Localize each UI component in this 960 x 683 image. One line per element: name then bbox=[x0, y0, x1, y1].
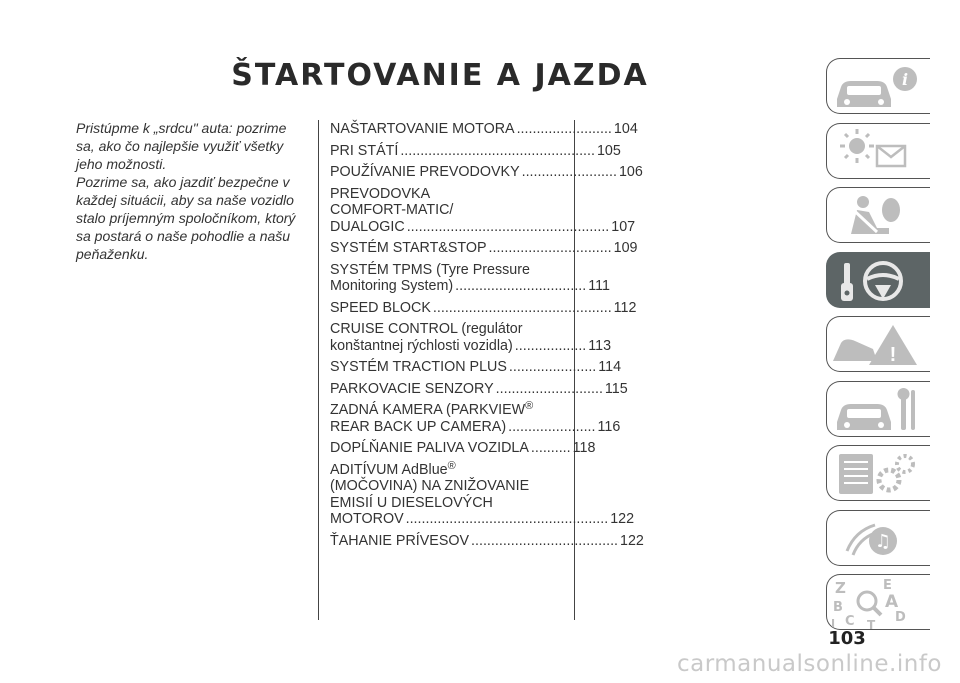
toc-entry-line: CRUISE CONTROL (regulátor bbox=[330, 321, 523, 337]
tab-starting-and-driving[interactable] bbox=[826, 252, 930, 308]
toc-page-number: 107 bbox=[611, 218, 636, 235]
specs-gears-icon bbox=[827, 446, 931, 502]
page-number: 103 bbox=[828, 628, 866, 649]
car-service-tools-icon bbox=[827, 382, 931, 438]
index-letters-icon bbox=[827, 575, 931, 631]
toc-leader-dots: ........................... bbox=[495, 380, 603, 397]
toc-entry-line: (MOČOVINA) NA ZNIŽOVANIE bbox=[330, 478, 530, 494]
toc-entry[interactable] bbox=[330, 380, 628, 398]
toc-leader-dots: ........................ bbox=[521, 164, 617, 180]
toc-entry[interactable] bbox=[330, 164, 643, 181]
index-letter: Z bbox=[835, 579, 846, 597]
toc-leader-dots: ................................................... bbox=[405, 511, 609, 527]
toc-entry-title: REAR BACK UP CAMERA) bbox=[330, 418, 507, 435]
toc-entry[interactable] bbox=[330, 359, 622, 376]
watermark: carmanualsonline.info bbox=[676, 651, 942, 677]
intro-text bbox=[76, 119, 296, 263]
toc-entry-last-line bbox=[330, 164, 643, 181]
toc-entry[interactable] bbox=[330, 299, 637, 317]
toc-leader-dots: ............................... bbox=[488, 240, 612, 256]
toc-page-number: 122 bbox=[620, 532, 644, 549]
toc-entry-title: konštantnej rýchlosti vozidla) bbox=[330, 337, 513, 354]
index-letter: I bbox=[831, 617, 836, 630]
car-info-icon bbox=[827, 59, 931, 115]
toc-leader-dots: ..................................... bbox=[471, 532, 619, 549]
index-letter: A bbox=[885, 592, 899, 612]
toc-entry-title: MOTOROV bbox=[330, 511, 404, 527]
toc-entry-line: ZADNÁ KAMERA (PARKVIEW® bbox=[330, 400, 534, 418]
toc-page-number: 113 bbox=[588, 337, 612, 354]
tab-maintenance[interactable] bbox=[826, 381, 930, 437]
toc-entry-last-line bbox=[330, 240, 638, 257]
index-letter: T bbox=[867, 618, 876, 632]
toc-entry-last-line bbox=[330, 218, 636, 236]
toc-page-number: 104 bbox=[613, 121, 638, 137]
toc-entry-title: Monitoring System) bbox=[330, 278, 454, 294]
toc-entry-last-line bbox=[330, 418, 621, 436]
index-letter: D bbox=[895, 610, 906, 625]
column-divider-left bbox=[318, 120, 319, 620]
multimedia-note-icon bbox=[827, 511, 931, 567]
toc-entry[interactable] bbox=[330, 440, 596, 457]
toc-entry[interactable] bbox=[330, 121, 638, 138]
intro-paragraph: Pozrime sa, ako jazdiť bezpečne v každej situácii, aby sa naše vozidlo stalo príjemným spoločníkom, ktorý sa postará o naše pohodlie a našu peňaženku. bbox=[76, 174, 296, 262]
toc-entry-title: SYSTÉM TRACTION PLUS bbox=[330, 359, 507, 375]
toc-entry-title: ŤAHANIE PRÍVESOV bbox=[330, 532, 470, 549]
toc-page-number: 105 bbox=[596, 142, 621, 159]
toc-entry-title: NAŠTARTOVANIE MOTORA bbox=[330, 121, 515, 137]
toc-entry[interactable] bbox=[330, 459, 635, 528]
toc-leader-dots: ...................... bbox=[508, 418, 596, 435]
svg-text:i: i bbox=[901, 70, 909, 89]
tab-multimedia[interactable] bbox=[826, 510, 930, 566]
toc-entry[interactable] bbox=[330, 321, 612, 354]
toc-leader-dots: ...................... bbox=[508, 359, 597, 375]
toc-entry-title: DOPĹŇANIE PALIVA VOZIDLA bbox=[330, 440, 529, 456]
toc-page-number: 112 bbox=[613, 299, 637, 316]
toc-entry-title: DUALOGIC bbox=[330, 218, 405, 235]
svg-text:♫: ♫ bbox=[874, 530, 892, 552]
toc-entry-line: PREVODOVKA bbox=[330, 185, 431, 202]
toc-entry-last-line bbox=[330, 511, 635, 528]
toc-leader-dots: ................................................. bbox=[400, 142, 595, 159]
tab-car-info[interactable] bbox=[826, 58, 930, 114]
toc-entry[interactable] bbox=[330, 185, 636, 236]
toc-page-number: 118 bbox=[572, 440, 596, 456]
toc-page-number: 109 bbox=[613, 240, 638, 256]
toc-page-number: 114 bbox=[598, 359, 622, 375]
intro-paragraph: Pristúpme k „srdcu" auta: pozrime sa, ako čo najlepšie využiť všetky jeho možnosti. bbox=[76, 120, 287, 172]
toc-entry-last-line bbox=[330, 380, 628, 398]
toc-entry[interactable] bbox=[330, 532, 644, 550]
tab-technical-data[interactable] bbox=[826, 445, 930, 501]
toc-page-number: 116 bbox=[597, 418, 621, 435]
toc-entry-title: SYSTÉM START&STOP bbox=[330, 240, 487, 256]
registered-mark: ® bbox=[525, 400, 534, 412]
tab-safety[interactable] bbox=[826, 187, 930, 243]
page-title: ŠTARTOVANIE A JAZDA bbox=[231, 58, 649, 93]
registered-mark: ® bbox=[447, 459, 456, 472]
toc-entry-line: EMISIÍ U DIESELOVÝCH bbox=[330, 494, 493, 511]
index-letter: C bbox=[845, 614, 855, 629]
toc-page-number: 115 bbox=[604, 380, 628, 397]
toc-entry[interactable] bbox=[330, 142, 621, 160]
toc-leader-dots: ................................. bbox=[455, 278, 587, 294]
toc-entry-title: POUŽÍVANIE PREVODOVKY bbox=[330, 164, 520, 180]
toc-entry-last-line bbox=[330, 337, 612, 355]
toc-leader-dots: .......... bbox=[530, 440, 571, 456]
svg-text:!: ! bbox=[889, 344, 897, 366]
toc-entry-title: PARKOVACIE SENZORY bbox=[330, 380, 494, 397]
toc-entry-last-line bbox=[330, 121, 638, 138]
toc-entry-last-line bbox=[330, 532, 644, 550]
toc-leader-dots: ............................................. bbox=[432, 299, 612, 316]
chapter-tabs bbox=[826, 58, 930, 639]
toc-entry-last-line bbox=[330, 299, 637, 317]
warning-lights-icon bbox=[827, 124, 931, 180]
toc-entry-line: SYSTÉM TPMS (Tyre Pressure bbox=[330, 261, 530, 278]
toc-entry-title: PRI STÁTÍ bbox=[330, 142, 399, 159]
toc-entry-line: COMFORT-MATIC/ bbox=[330, 202, 454, 218]
index-letter: B bbox=[833, 600, 843, 615]
toc-entry-last-line bbox=[330, 359, 622, 376]
toc-entry[interactable] bbox=[330, 240, 638, 257]
car-accident-icon bbox=[827, 317, 931, 373]
toc-leader-dots: .................. bbox=[514, 337, 587, 354]
toc-page-number: 122 bbox=[610, 511, 635, 527]
toc-entry[interactable] bbox=[330, 400, 621, 435]
key-steering-wheel-icon bbox=[827, 253, 931, 309]
toc-entry-last-line bbox=[330, 278, 610, 295]
toc-entry-last-line bbox=[330, 440, 596, 457]
table-of-contents bbox=[330, 121, 644, 554]
tab-emergency[interactable] bbox=[826, 316, 930, 372]
airbag-seat-icon bbox=[827, 188, 931, 244]
toc-entry-line: ADITÍVUM AdBlue® bbox=[330, 459, 456, 478]
toc-entry-title: SPEED BLOCK bbox=[330, 299, 431, 316]
tab-warning-lights[interactable] bbox=[826, 123, 930, 179]
index-letter: E bbox=[883, 578, 892, 593]
toc-entry[interactable] bbox=[330, 261, 610, 295]
toc-page-number: 106 bbox=[618, 164, 643, 180]
toc-leader-dots: ........................ bbox=[516, 121, 612, 137]
toc-page-number: 111 bbox=[588, 278, 610, 294]
toc-entry-last-line bbox=[330, 142, 621, 160]
toc-leader-dots: ................................................... bbox=[406, 218, 610, 235]
tab-index[interactable] bbox=[826, 574, 930, 630]
